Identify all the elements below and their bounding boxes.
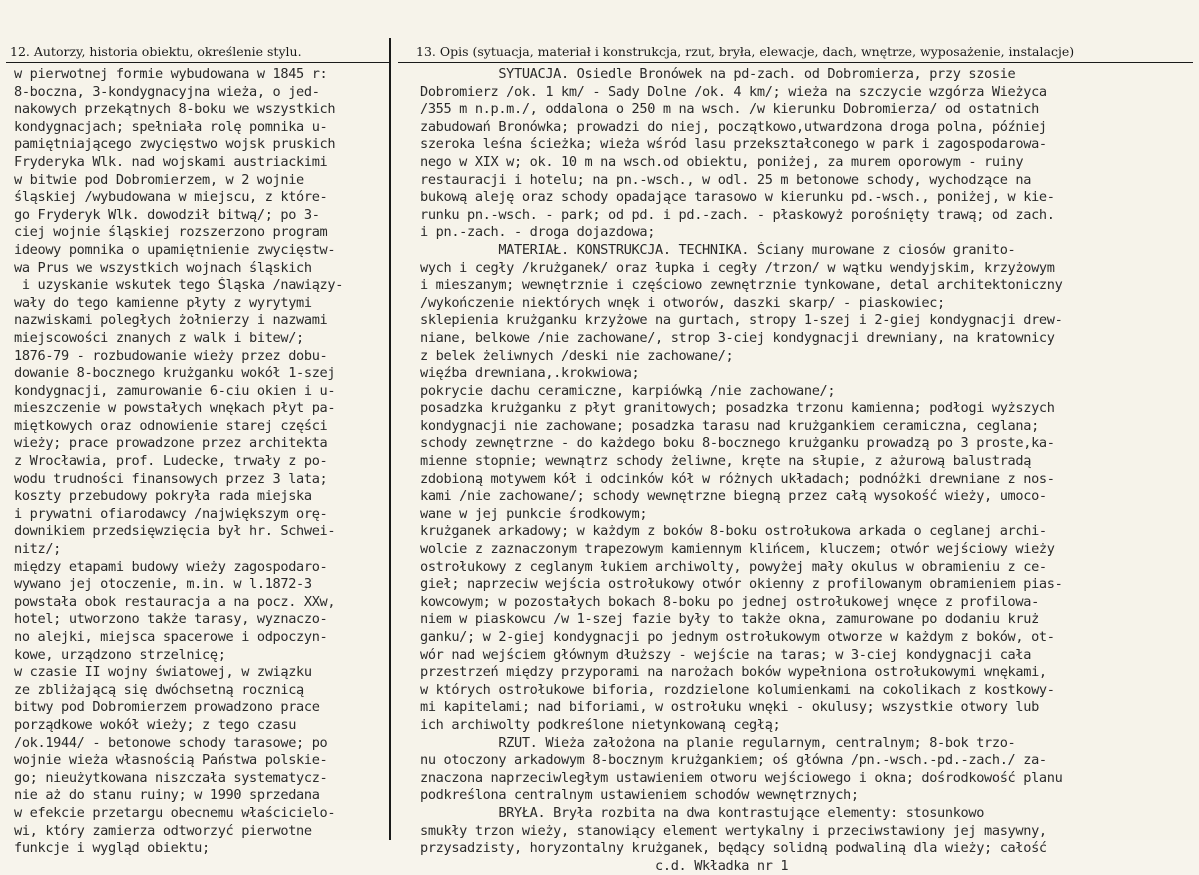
text-line: bitwy pod Dobromierzem prowadzono prace xyxy=(14,699,320,716)
text-line: nu otoczony arkadowym 8-bocznym krużgankiem; oś główna /pn.-wsch.-pd.-zach./ za- xyxy=(420,752,1047,769)
text-line: c.d. Wkładka nr 1 xyxy=(420,857,789,874)
text-line: ciej wojnie śląskiej rozszerzono program xyxy=(14,224,328,241)
text-line: wi, który zamierza odtworzyć pierwotne xyxy=(14,822,312,839)
text-line: wały do tego kamienne płyty z wyrytymi xyxy=(14,294,312,311)
text-line: downikiem przedsięwzięcia był hr. Schwei- xyxy=(14,523,336,540)
text-line: restauracji i hotelu; na pn.-wsch., w odl. 25 m betonowe schody, wychodzące na xyxy=(420,171,1032,188)
text-line: więźba drewniana,.krokwiowa; xyxy=(420,365,640,382)
text-line: miętkowych oraz odnowienie starej części xyxy=(14,417,328,434)
right-column xyxy=(392,0,1199,874)
text-line: wojnie wieża własnością Państwa polskie- xyxy=(14,752,328,769)
text-line: i pn.-zach. - droga dojazdowa; xyxy=(420,224,656,241)
text-line: niem w piaskowcu /w 1-szej fazie były to także okna, zamurowane po dodaniu kruż xyxy=(420,611,1039,628)
text-line: gieł; naprzeciw wejścia ostrołukowy otwór okienny z profilowanym obramieniem pias- xyxy=(420,576,1063,593)
text-line: kondygnacji, zamurowanie 6-ciu okien i u- xyxy=(14,382,336,399)
text-line: mienne stopnie; wewnątrz schody żeliwne, kręte na słupie, z ażurową balustradą xyxy=(420,453,1032,470)
text-line: wodu trudności finansowych przez 3 lata; xyxy=(14,470,328,487)
text-line: znaczona naprzeciwległym ustawieniem otworu wejściowego i okna; dośrodkowość planu xyxy=(420,769,1063,786)
text-line: w czasie II wojny światowej, w związku xyxy=(14,664,312,681)
text-line: podkreślona centralnym ustawieniem schodów wewnętrznych; xyxy=(420,787,859,804)
text-line: nazwiskami poległych żołnierzy i nazwami xyxy=(14,312,328,329)
text-line: sklepienia krużganku krzyżowe na gurtach, stropy 1-szej i 2-giej kondygnacji drew- xyxy=(420,312,1063,329)
section-12-text xyxy=(14,66,386,858)
text-line: wane w jej punkcie środkowym; xyxy=(420,505,648,522)
text-line: w których ostrołukowe biforia, rozdzielone kolumienkami na cokolikach z kostkowy- xyxy=(420,681,1055,698)
section-12-header: 12. Autorzy, historia obiektu, określenie stylu. xyxy=(10,44,302,59)
text-line: /ok.1944/ - betonowe schody tarasowe; po xyxy=(14,734,328,751)
text-line: z belek żeliwnych /deski nie zachowane/; xyxy=(420,347,734,364)
text-line: go; nieużytkowana niszczała systematycz- xyxy=(14,769,328,786)
text-line: ostrołukowy z ceglanym łukiem archiwolty, powyżej mały okulus w obramieniu z ce- xyxy=(420,558,1047,575)
text-line: niane, belkowe /nie zachowane/, strop 3-ciej kondygnacji drewniany, na kratownicy xyxy=(420,329,1055,346)
header-rule-left xyxy=(6,62,389,63)
text-line: w bitwie pod Dobromierzem, w 2 wojnie xyxy=(14,171,304,188)
text-line: przestrzeń między przyporami na narożach boków wypełniona ostrołukowymi wnękami, xyxy=(420,664,1047,681)
text-line: /wykończenie niektórych wnęk i otworów, daszki skarp/ - piaskowiec; xyxy=(420,294,945,311)
text-line: 1876-79 - rozbudowanie wieży przez dobu- xyxy=(14,347,328,364)
text-line: runku pn.-wsch. - park; od pd. i pd.-zach. - płaskowyż porośnięty trawą; od zach. xyxy=(420,206,1055,223)
text-line: smukły trzon wieży, stanowiący element wertykalny i przeciwstawiony jej masywny, xyxy=(420,822,1047,839)
section-13-header: 13. Opis (sytuacja, materiał i konstrukcja, rzut, bryła, elewacje, dach, wnętrze, wyposażenie, instalacje) xyxy=(416,44,1075,59)
text-line: wolcie z zaznaczonym trapezowym kamiennym klińcem, kluczem; otwór wejściowy wieży xyxy=(420,541,1055,558)
text-line: nakowych przekątnych 8-boku we wszystkich xyxy=(14,101,336,118)
text-line: Fryderyka Wlk. nad wojskami austriackimi xyxy=(14,153,328,170)
text-line: RZUT. Wieża założona na planie regularnym, centralnym; 8-bok trzo- xyxy=(420,734,1016,751)
text-line: ideowy pomnika o upamiętnienie zwycięstw- xyxy=(14,241,336,258)
text-line: no alejki, miejsca spacerowe i odpoczyn- xyxy=(14,629,328,645)
text-line: przysadzisty, horyzontalny krużganek, będący solidną podwaliną dla wieży; całość xyxy=(420,840,1047,857)
text-line: z Wrocławia, prof. Ludecke, trwały z po- xyxy=(14,453,328,470)
text-line: ze zbliżającą się dwóchsetną rocznicą xyxy=(14,681,304,698)
text-line: zabudowań Bronówka; prowadzi do niej, początkowo,utwardzona droga polna, później xyxy=(420,118,1047,135)
text-line: kondygnacji nie zachowane; posadzka tarasu nad krużgankiem ceramiczna, ceglana; xyxy=(420,417,1039,434)
text-line: go Fryderyk Wlk. dowodził bitwą/; po 3- xyxy=(14,206,320,223)
text-line: nego w XIX w; ok. 10 m na wsch.od obiektu, poniżej, za murem oporowym - ruiny xyxy=(420,153,1024,170)
text-line: krużganek arkadowy; w każdym z boków 8-boku ostrołukowa arkada o ceglanej archi- xyxy=(420,523,1047,540)
section-13-text xyxy=(420,66,1195,875)
text-line: miejscowości znanych z walk i bitew/; xyxy=(14,329,304,346)
text-line: wa Prus we wszystkich wojnach śląskich xyxy=(14,259,312,276)
text-line: koszty przebudowy pokryła rada miejska xyxy=(14,488,312,505)
left-column xyxy=(0,0,390,857)
text-line: i uzyskanie wskutek tego Śląska /nawiązy- xyxy=(14,277,344,294)
text-line: powstała obok restauracja a na pocz. XXw, xyxy=(14,593,336,610)
text-line: porządkowe wokół wieży; z tego czasu xyxy=(14,716,297,733)
text-line: funkcje i wygląd obiektu; xyxy=(14,840,210,857)
text-line: wych i cegły /krużganek/ oraz łupka i cegły /trzon/ w wątku wendyjskim, krzyżowym xyxy=(420,259,1055,276)
text-line: szeroka leśna ścieżka; wieża wśród lasu przekształconego w park i zagospodarowa- xyxy=(420,136,1047,153)
text-line: śląskiej /wybudowana w miejscu, z które- xyxy=(14,189,328,206)
text-line: w pierwotnej formie wybudowana w 1845 r: xyxy=(14,66,328,82)
text-line: kowcowym; w pozostałych bokach 8-boku po jednej ostrołukowej wnęce z profilowa- xyxy=(420,593,1039,610)
text-line: kondygnacjach; spełniała rolę pomnika u- xyxy=(14,118,328,135)
text-line: kami /nie zachowane/; schody wewnętrzne biegną przez całą wysokość wieży, umoco- xyxy=(420,488,1047,505)
text-line: zdobioną motywem kół i odcinków kół w różnych układach; podnóżki drewniane z nos- xyxy=(420,470,1055,487)
text-line: ganku/; w 2-giej kondygnacji po jednym ostrołukowym otworze w każdym z boków, ot- xyxy=(420,629,1055,645)
text-line: bukową aleję oraz schody opadające tarasowo w kierunku pd.-wsch., poniżej, w kie- xyxy=(420,189,1055,206)
text-line: posadzka krużganku z płyt granitowych; posadzka trzonu kamienna; podłogi wyższych xyxy=(420,400,1055,417)
text-line: 8-boczna, 3-kondygnacyjna wieża, o jed- xyxy=(14,83,320,100)
text-line: SYTUACJA. Osiedle Bronówek na pd-zach. od Dobromierza, przy szosie xyxy=(420,66,1016,82)
text-line: pamiętniającego zwycięstwo wojsk pruskich xyxy=(14,136,336,153)
text-line: i mieszanym; wewnętrznie i częściowo zewnętrznie tynkowane, detal architektoniczny xyxy=(420,277,1063,294)
text-line: hotel; utworzono także tarasy, wyznaczo- xyxy=(14,611,328,628)
text-line: między etapami budowy wieży zagospodaro- xyxy=(14,558,328,575)
text-line: schody zewnętrzne - do każdego boku 8-bocznego krużganku prowadzą po 3 proste,ka- xyxy=(420,435,1055,452)
text-line: BRYŁA. Bryła rozbita na dwa kontrastujące elementy: stosunkowo xyxy=(420,804,985,821)
text-line: w efekcie przetargu obecnemu właścicielo- xyxy=(14,804,336,821)
text-line: wieży; prace prowadzone przez architekta xyxy=(14,435,328,452)
header-rule-right xyxy=(398,62,1193,63)
text-line: i prywatni ofiarodawcy /największym orę- xyxy=(14,505,328,522)
text-line: mieszczenie w powstałych wnękach płyt pa- xyxy=(14,400,336,417)
text-line: ich archiwolty podkreślone nietynkowaną cegłą; xyxy=(420,716,781,733)
text-line: MATERIAŁ. KONSTRUKCJA. TECHNIKA. Ściany murowane z ciosów granito- xyxy=(420,241,1016,258)
text-line: nie aż do stanu ruiny; w 1990 sprzedana xyxy=(14,787,320,804)
text-line: pokrycie dachu ceramiczne, karpiówką /nie zachowane/; xyxy=(420,382,836,399)
text-line: dowanie 8-bocznego krużganku wokół 1-szej xyxy=(14,365,336,382)
column-divider xyxy=(389,38,391,840)
text-line: /355 m n.p.m./, oddalona o 250 m na wsch. /w kierunku Dobromierza/ od ostatnich xyxy=(420,101,1039,118)
text-line: kowe, urządzono strzelnicę; xyxy=(14,646,226,663)
text-line: wywano jej otoczenie, m.in. w l.1872-3 xyxy=(14,576,312,593)
text-line: Dobromierz /ok. 1 km/ - Sady Dolne /ok. 4 km/; wieża na szczycie wzgórza Wieżyca xyxy=(420,83,1047,100)
text-line: mi kapitelami; nad biforiami, w ostrołuku wnęki - okulusy; wszystkie otwory lub xyxy=(420,699,1039,716)
text-line: nitz/; xyxy=(14,541,62,558)
text-line: wór nad wejściem głównym dłuższy - wejście na taras; w 3-ciej kondygnacji cała xyxy=(420,646,1032,663)
